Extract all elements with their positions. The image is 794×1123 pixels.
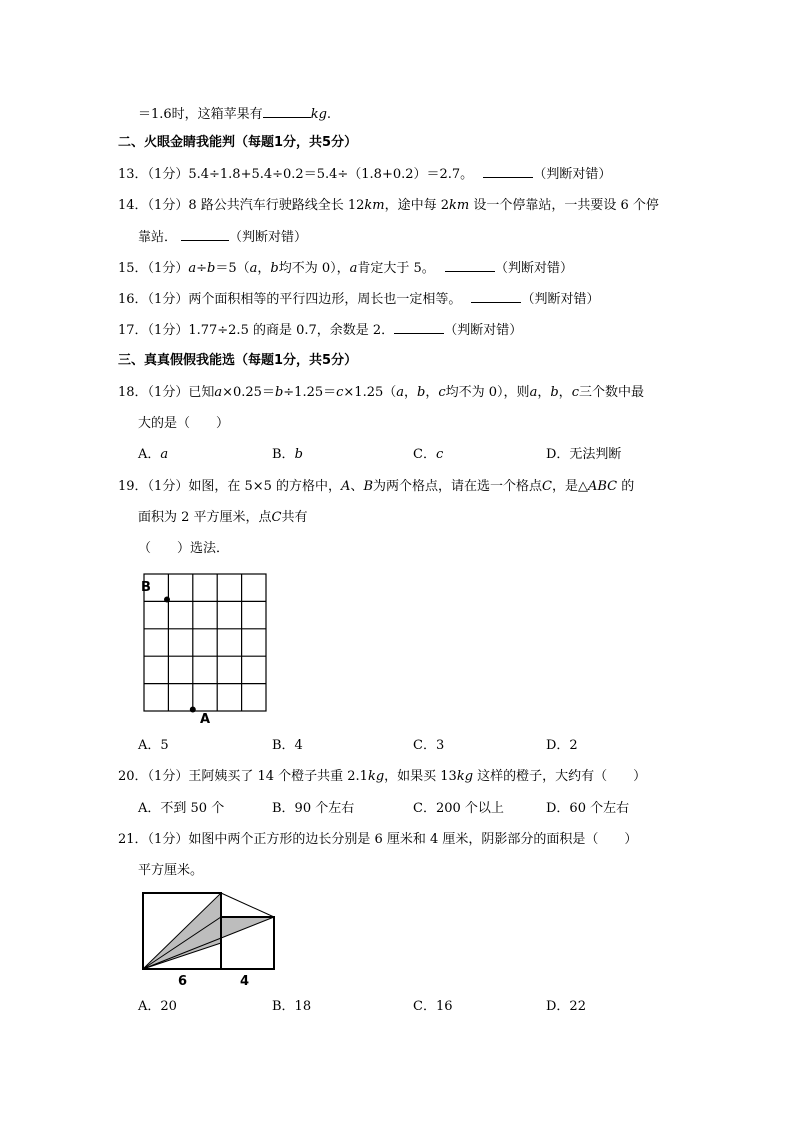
question-19-line3: （ ）选法． (138, 541, 230, 556)
option-b[interactable]: B．b (272, 447, 303, 462)
question-19-line2: 面积为 2 平方厘米，点C共有 (138, 510, 308, 525)
question-19-line1: 19．（1分）如图，在 5×5 的方格中，A、B为两个格点，请在选一个格点C，是△ABC 的 (118, 479, 635, 494)
option-a[interactable]: A．5 (138, 738, 169, 753)
option-d[interactable]: D．无法判断 (546, 447, 622, 462)
label-4: 4 (240, 974, 250, 989)
grid-figure (136, 566, 276, 726)
squares-figure (136, 886, 286, 992)
diagonal-line (221, 893, 274, 917)
label-b: B (141, 580, 151, 595)
shaded-triangle-2 (143, 917, 274, 969)
question-17: 17．（1分）1.77÷2.5 的商是 0.7，余数是 2． （判断对错） (118, 323, 523, 338)
question-18-line2: 大的是（ ） (138, 416, 230, 431)
question-16: 16．（1分）两个面积相等的平行四边形，周长也一定相等。 （判断对错） (118, 292, 600, 307)
option-b[interactable]: B．4 (272, 738, 303, 753)
answer-blank[interactable] (445, 259, 495, 272)
option-b[interactable]: B．18 (272, 999, 312, 1014)
option-d[interactable]: D．60 个左右 (546, 801, 630, 816)
answer-blank[interactable] (483, 165, 533, 178)
question-15: 15．（1分）a÷b＝5（a，b均不为 0），a肯定大于 5。 （判断对错） (118, 261, 573, 276)
point-b (164, 597, 170, 603)
question-20: 20．（1分）王阿姨买了 14 个橙子共重 2.1kg，如果买 13kg 这样的橙子，大约有（ ） (118, 769, 647, 784)
grid-lines (144, 574, 266, 711)
answer-blank[interactable] (263, 105, 311, 118)
question-13: 13．（1分）5.4÷1.8+5.4÷0.2＝5.4÷（1.8+0.2）＝2.7。 （判断对错） (118, 167, 612, 182)
option-c[interactable]: C．200 个以上 (413, 801, 504, 816)
point-a (190, 707, 196, 713)
q12-tail: ＝1.6时，这箱苹果有 kg. (138, 107, 332, 122)
option-c[interactable]: C．c (413, 447, 444, 462)
answer-blank[interactable] (181, 228, 229, 241)
label-a: A (200, 712, 211, 726)
option-c[interactable]: C．16 (413, 999, 453, 1014)
option-a[interactable]: A．20 (138, 999, 177, 1014)
answer-blank[interactable] (471, 290, 521, 303)
question-14-line1: 14．（1分）8 路公共汽车行驶路线全长 12km，途中每 2km 设一个停靠站，一共要设 6 个停 (118, 198, 659, 213)
answer-blank[interactable] (394, 321, 444, 334)
option-d[interactable]: D．22 (546, 999, 586, 1014)
option-a[interactable]: A．不到 50 个 (138, 801, 225, 816)
section-3-title: 三、真真假假我能选（每题1分，共5分） (118, 353, 358, 368)
question-14-line2: 靠站． （判断对错） (138, 230, 308, 245)
option-a[interactable]: A．a (138, 447, 169, 462)
label-6: 6 (178, 974, 188, 989)
question-18-line1: 18．（1分）已知a×0.25＝b÷1.25＝c×1.25（a，b，c均不为 0），则a，b，c三个数中最 (118, 385, 644, 400)
option-d[interactable]: D．2 (546, 738, 578, 753)
question-21-line1: 21．（1分）如图中两个正方形的边长分别是 6 厘米和 4 厘米，阴影部分的面积是（ ） (118, 832, 638, 847)
option-b[interactable]: B．90 个左右 (272, 801, 355, 816)
section-2-title: 二、火眼金睛我能判（每题1分，共5分） (118, 135, 358, 150)
option-c[interactable]: C．3 (413, 738, 445, 753)
question-21-line2: 平方厘米。 (138, 863, 204, 878)
